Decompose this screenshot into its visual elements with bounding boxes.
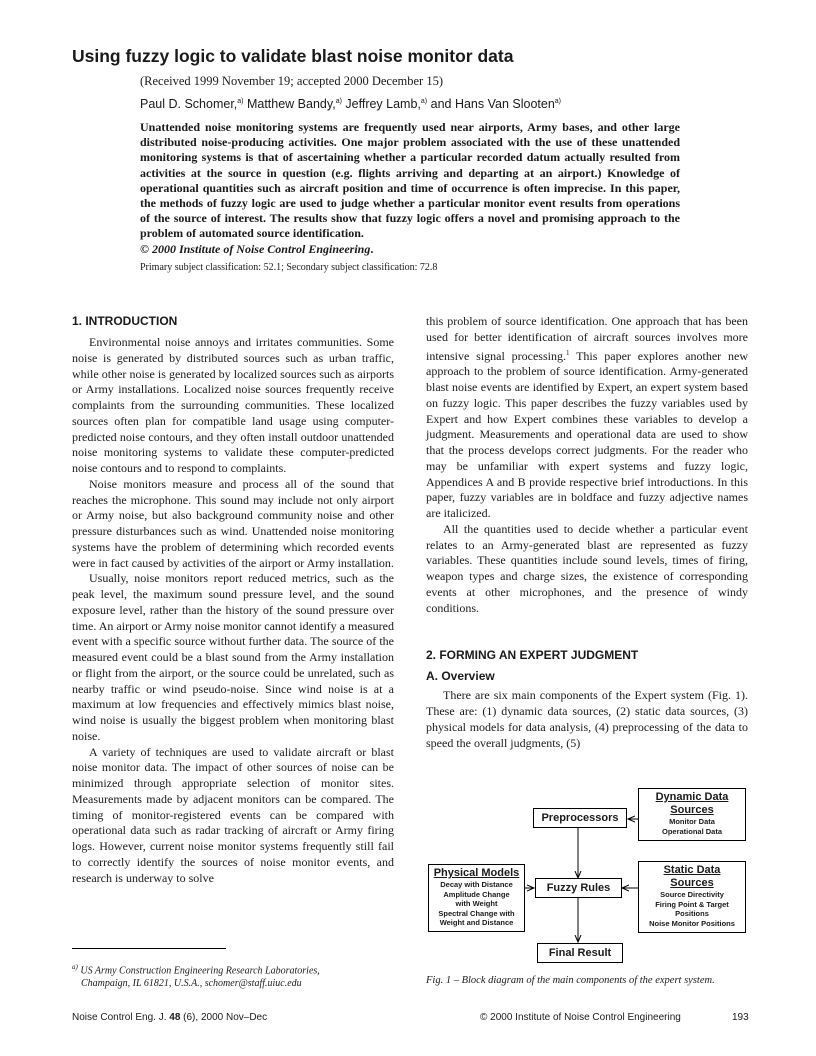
footnote-rule <box>72 948 226 949</box>
box-title: Preprocessors <box>541 812 619 824</box>
box-title: Static Data <box>663 864 721 876</box>
body-paragraph: A variety of techniques are used to validate aircraft or blast noise monitor data. The impact of other sources of noise can be minimized through appropriate selection of monitor sites. Measurements made by adjacent monitors can be compared. The timing of monitor-registered events can be compared with operational data such as radar tracking of aircraft or Army firing logs. However, current noise monitor systems frequently still fail to correctly identify the sources of noise monitor events, and research is underway to solve <box>72 744 394 885</box>
abstract-copyright: © 2000 Institute of Noise Control Engineering <box>140 241 371 256</box>
journal-name: Noise Control Eng. J. <box>72 1012 170 1023</box>
author-list <box>140 97 561 111</box>
body-paragraph <box>426 314 748 522</box>
box-item: Operational Data <box>661 826 722 836</box>
author-affiliation-mark: a) <box>335 97 342 105</box>
abstract-period: . <box>370 241 374 256</box>
body-paragraph: Usually, noise monitors report reduced metrics, such as the peak level, the maximum sound pressure level, and the sound exposure level, rather than the history of the sound pressure over time. An airport or Army noise monitor cannot identify a measured event with a specific source without further data. The source of the measured event could be a blast sound from the Army installation or flight from the airport, or the source could be unrelated, such as nearby traffic or wind pseudo-noise. Since wind noise is at a maximum at low frequencies and effectively mimics blast noise, wind noise is usually the biggest problem when monitoring blast noise. <box>72 571 394 743</box>
footnote-marker: a) <box>72 963 78 971</box>
box-title: Sources <box>670 877 714 889</box>
subsection-heading-overview: A. Overview <box>426 669 495 684</box>
box-title: Final Result <box>548 947 612 959</box>
author-affiliation-mark: a) <box>554 97 562 105</box>
section-heading-forming-judgment: 2. FORMING AN EXPERT JUDGMENT <box>426 648 639 663</box>
author-affiliation-mark: a) <box>420 97 428 105</box>
paragraph-text: This paper explores another new approach to the problem of source identification. Army-generated blast noise events are identified by Expert, an expert system based on fuzzy logic. This paper describes the fuzzy variables used by Expert and how Expert combines these variables to develop a judgment. Measurements and operational data are used to show that the process develops correct judgments. For the reader who may be unfamiliar with expert systems and fuzzy logic, Appendices A and B provide respective brief introductions. In this paper, fuzzy variables are in boldface and fuzzy adjective names are italicized. <box>426 348 748 520</box>
paper-title: Using fuzzy logic to validate blast noise monitor data <box>72 46 514 66</box>
abstract-text: Unattended noise monitoring systems are frequently used near airports, Army bases, and other large distributed noise-producing activities. One major problem associated with the use of these unattended monitoring systems is that of ascertaining whether a particular recorded datum actually resulted from activities at the source in question (e.g. flights arriving and departing at an airport.) Knowledge of operational quantities such as aircraft position and time of occurrence is often imprecise. In this paper, the methods of fuzzy logic are used to judge whether a particular monitor event results from operations of the source of interest. The results show that fuzzy logic offers a novel and promising approach to the problem of automated source identification. <box>140 120 680 241</box>
box-item: Weight and Distance <box>439 918 514 927</box>
final-result-box <box>537 943 623 963</box>
body-paragraph: There are six main components of the Expert system (Fig. 1). These are: (1) dynamic data sources, (2) static data sources, (3) physical models for data analysis, (4) preprocessing of the data to speed the overall judgments, (5) <box>426 688 748 750</box>
figure-caption: Fig. 1 – Block diagram of the main components of the expert system. <box>426 975 715 986</box>
right-column <box>426 314 748 751</box>
footer-journal <box>72 1012 267 1023</box>
box-title: Dynamic Data <box>655 791 729 803</box>
footer-copyright: © 2000 Institute of Noise Control Engineering <box>480 1012 681 1023</box>
dynamic-data-sources-box <box>638 788 746 841</box>
paragraph-text: this problem of source identification. One approach that has been used for better identification of aircraft sources involves more intensive signal processing. <box>426 314 748 363</box>
section-heading-introduction: 1. INTRODUCTION <box>72 314 178 328</box>
left-column <box>72 314 394 886</box>
author-name: and Hans Van Slooten <box>427 97 555 111</box>
box-item: Positions <box>675 909 709 918</box>
subject-classification: Primary subject classification: 52.1; Secondary subject classification: 72.8 <box>140 262 438 273</box>
body-paragraph: All the quantities used to decide whether a particular event relates to an Army-generated blast are represented as fuzzy variables. These quantities include sound levels, times of firing, weapon types and charge sizes, the existence of corresponding events at other microphones, and the presence of windy conditions. <box>426 521 748 615</box>
box-item: Monitor Data <box>669 817 715 826</box>
author-affiliation-mark: a) <box>237 97 244 105</box>
preprocessors-box <box>533 808 627 828</box>
author-name: Paul D. Schomer, <box>140 97 238 111</box>
static-data-sources-box <box>638 861 746 933</box>
body-paragraph: Noise monitors measure and process all of the sound that reaches the microphone. This sound may include not only airport or Army noise, but also background community noise and other pressure disturbances such as wind. Unattended noise monitoring systems have the problem of determining which recorded events were in fact caused by activities of the airport or Army installation. <box>72 476 394 570</box>
page-number: 193 <box>732 1012 749 1023</box>
box-item: Firing Point & Target <box>655 899 729 909</box>
box-title: Physical Models <box>433 867 520 879</box>
box-title: Sources <box>670 804 714 816</box>
received-dates: (Received 1999 November 19; accepted 2000 December 15) <box>140 74 444 88</box>
abstract <box>140 120 680 257</box>
footnote-line: Champaign, IL 61821, U.S.A., schomer@staff.uiuc.edu <box>81 978 302 990</box>
author-name: Jeffrey Lamb, <box>341 97 421 111</box>
reference-mark: 1 <box>565 348 570 357</box>
footnote-line: US Army Construction Engineering Research Laboratories, <box>77 965 320 977</box>
journal-volume: 48 <box>169 1012 181 1023</box>
box-item: Spectral Change with <box>438 908 515 918</box>
fuzzy-rules-box <box>535 878 622 898</box>
box-item: Decay with Distance <box>440 880 513 889</box>
box-item: Noise Monitor Positions <box>649 918 735 928</box>
box-item: Source Directivity <box>660 890 724 899</box>
box-title: Fuzzy Rules <box>546 882 611 894</box>
body-paragraph: Environmental noise annoys and irritates communities. Some noise is generated by distributed sources such as urban traffic, while other noise is generated by localized sources such as airports or Army installations. Localized noise sources frequently receive complaints from the surrounding communities. These localized sources often plan for compatible land usage using computer-predicted noise contours, and they often install outdoor unattended noise monitoring systems to validate these computer-predicted noise contours and to respond to complaints. <box>72 335 394 475</box>
box-item: Amplitude Change <box>443 889 510 899</box>
footnote <box>72 961 394 990</box>
box-item: with Weight <box>455 899 498 908</box>
physical-models-box <box>428 864 525 932</box>
journal-issue: (6), 2000 Nov–Dec <box>180 1012 268 1023</box>
author-name: Matthew Bandy, <box>243 97 336 111</box>
